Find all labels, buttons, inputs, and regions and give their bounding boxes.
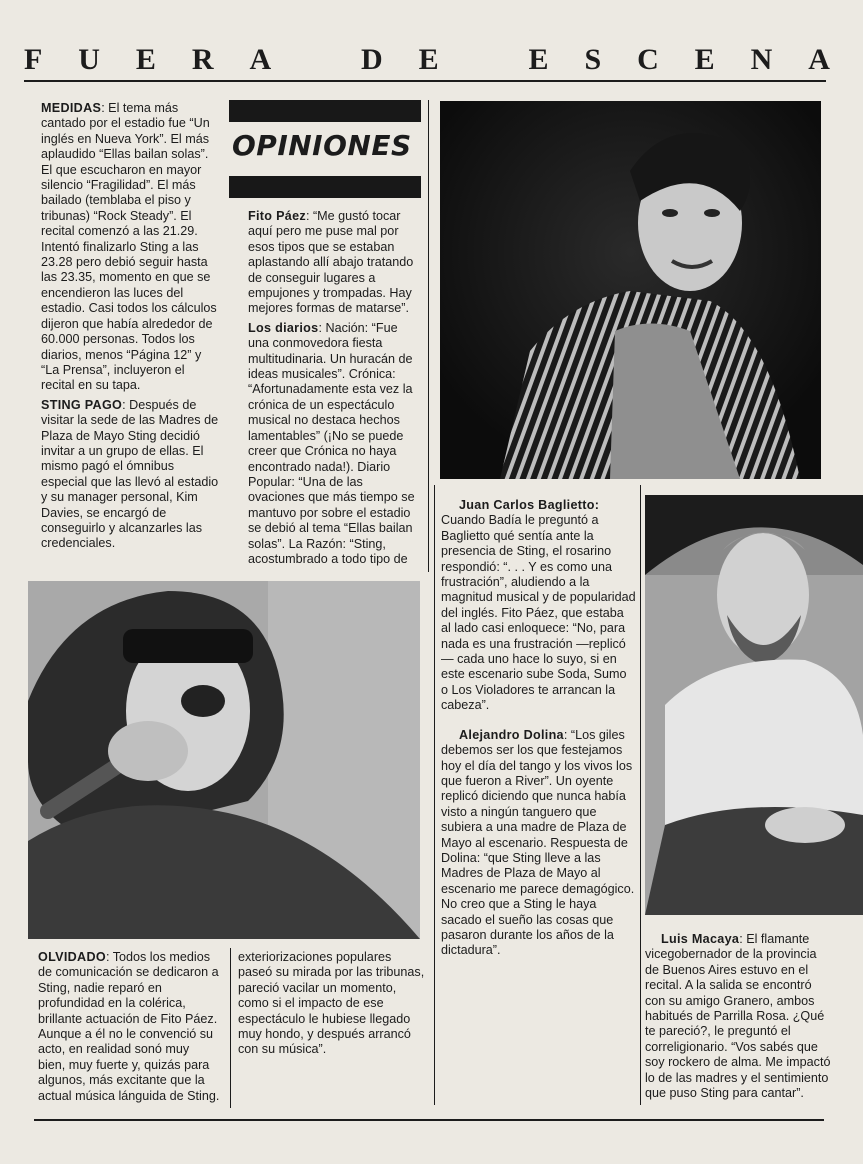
- paragraph-baglietto-text: Cuando Badía le preguntó a Baglietto qué sentía ante la presencia de Sting, el rosarino respondió: “. . . Y es como una frustración”, aludiendo a la magnitud musical y de popularidad del inglés. Fito Páez, que estaba al lado casi enloquece: “No, para nada es una frustración —replicó— cada uno hace lo suyo, si en este escenario sube Soda, Sumo o Los Violadores te arrancan la cabeza”.: [441, 513, 636, 713]
- paragraph-baglietto: [441, 498, 636, 513]
- lead-los-diarios: Los diarios: [248, 320, 319, 335]
- column-divider: [230, 948, 231, 1108]
- header-letter: E: [528, 43, 549, 76]
- column-divider: [640, 485, 641, 1105]
- photo-sting: [28, 581, 420, 939]
- lead-macaya: Luis Macaya: [661, 932, 740, 946]
- header-letter: D: [360, 43, 383, 76]
- lead-dolina: Alejandro Dolina: [459, 727, 564, 742]
- lead-fito-paez: Fito Páez: [248, 209, 306, 223]
- header-letter: E: [135, 43, 156, 76]
- header-letter: C: [637, 43, 659, 76]
- header-letter: E: [694, 43, 715, 76]
- header-letter: F: [24, 43, 43, 76]
- photo-luis-macaya: [645, 495, 863, 915]
- column-medidas: [41, 101, 221, 556]
- opiniones-top-bar: [229, 100, 421, 122]
- paragraph-los-diarios: Los diarios: Nación: “Fue una conmovedora fiesta multitudinaria. Un huracán de ideas musicales”. Crónica: “Afortunadamente esta vez la crónica de un espectáculo musical no destaca hechos lamentables” (¡No se puede creer que Crónica no haya encontrado nada!). Diario Popular: “Una de las ovaciones que más tiempo se mantuvo por sobre el estadio se debió al tema “Ellas bailan solas”. La Razón: “Sting, acostumbrado a todo tipo de: [248, 320, 415, 566]
- header-letter: N: [750, 43, 773, 76]
- header-rule: [24, 80, 826, 82]
- photo-fito-paez: [440, 101, 821, 479]
- opiniones-bottom-bar: [229, 176, 421, 198]
- column-olvidado: [38, 950, 220, 1108]
- lead-olvidado: OLVIDADO: [38, 950, 106, 964]
- column-divider: [434, 485, 435, 1105]
- lead-baglietto: Juan Carlos Baglietto:: [459, 498, 600, 512]
- paragraph-olvidado: OLVIDADO: Todos los medios de comunicación se dedicaron a Sting, nadie reparó en profundidad en la colérica, brillante actuación de Fito Páez. Aunque a él no le convenció su acto, en realidad sonó muy bien, muy fuerte y, quizás para algunos, más excitante que la actual música lánguida de Sting.: [38, 950, 220, 1103]
- paragraph-sting-pago: STING PAGO: Después de visitar la sede de las Madres de Plaza de Mayo Sting decidió invitar a un grupo de ellas. El mismo pagó el ómnibus especial que las llevó al estadio y su manager personal, Kim Davies, se encargó de conseguirlo y alcanzarles las credenciales.: [41, 397, 219, 551]
- paragraph-fito-paez: Fito Páez: “Me gustó tocar aquí pero me puse mal por esos tipos que se estaban aplastando allí abajo tratando de conseguir lugares a empujones y trompadas. Hay mejores formas de matarse”.: [248, 209, 414, 316]
- paragraph-dolina: Alejandro Dolina: “Los giles debemos ser los que festejamos hoy el día del tango y los vivos los que fueron a River”. Un oyente replicó diciendo que nunca había visto a ningún tanguero que subiera a una madre de Plaza de Mayo al escenario. Respuesta de Dolina: “que Sting lleve a las Madres de Plaza de Mayo al escenario me parece demagógico. No creo que a Sting le haya sacado el sueño las cosas que pasaron durante los años de la dictadura”.: [441, 727, 635, 958]
- column-macaya: [645, 932, 831, 1105]
- lead-sting-pago: STING PAGO: [41, 397, 123, 412]
- header-letter: A: [249, 43, 272, 76]
- opiniones-title: OPINIONES: [232, 129, 412, 162]
- paragraph-continuation: exteriorizaciones populares paseó su mirada por las tribunas, pareció vacilar un momento, como si el impacto de ese espectáculo le hubiese llegado muy hondo, y después arrancó con su música”.: [238, 950, 425, 1057]
- header-letter: A: [808, 43, 830, 76]
- section-header: [24, 42, 830, 78]
- header-letter: E: [418, 43, 439, 76]
- header-letter: U: [78, 43, 100, 76]
- lead-medidas: MEDIDAS: [41, 101, 102, 115]
- footer-rule: [34, 1119, 824, 1121]
- paragraph-macaya: Luis Macaya: El flamante vicegobernador de la provincia de Buenos Aires estuvo en el recital. A la salida se encontró con su amigo Granero, ambos habitués de Parrilla Rosa. ¿Qué te pareció?, le preguntó el correligionario. “Vos sabés que soy rockero de alma. Me impactó lo de las madres y el sentimiento que puso Sting para cantar”.: [645, 932, 831, 1101]
- column-continuation: [238, 950, 428, 1062]
- header-letter: S: [584, 43, 602, 76]
- column-baglietto-dolina: [441, 498, 636, 963]
- header-letter: R: [191, 43, 214, 76]
- column-opiniones: [248, 209, 422, 571]
- column-divider: [428, 100, 429, 572]
- paragraph-medidas: MEDIDAS: El tema más cantado por el estadio fue “Un inglés en Nueva York”. El más aplaudido “Ellas bailan solas”. El que escucharon en mayor silencio “Fragilidad”. El más bailado (temblaba el piso y tribunas) “Rock Steady”. El recital comenzó a las 21.29. Intentó finalizarlo Sting a las 23.28 pero debió seguir hasta las 23.35, momento en que se encendieron las luces del estadio. Casi todos los cálculos dijeron que había alrededor de 60.000 personas. Todos los diarios, menos “Página 12” y “La Prensa”, incluyeron el recital en su tapa.: [41, 101, 217, 393]
